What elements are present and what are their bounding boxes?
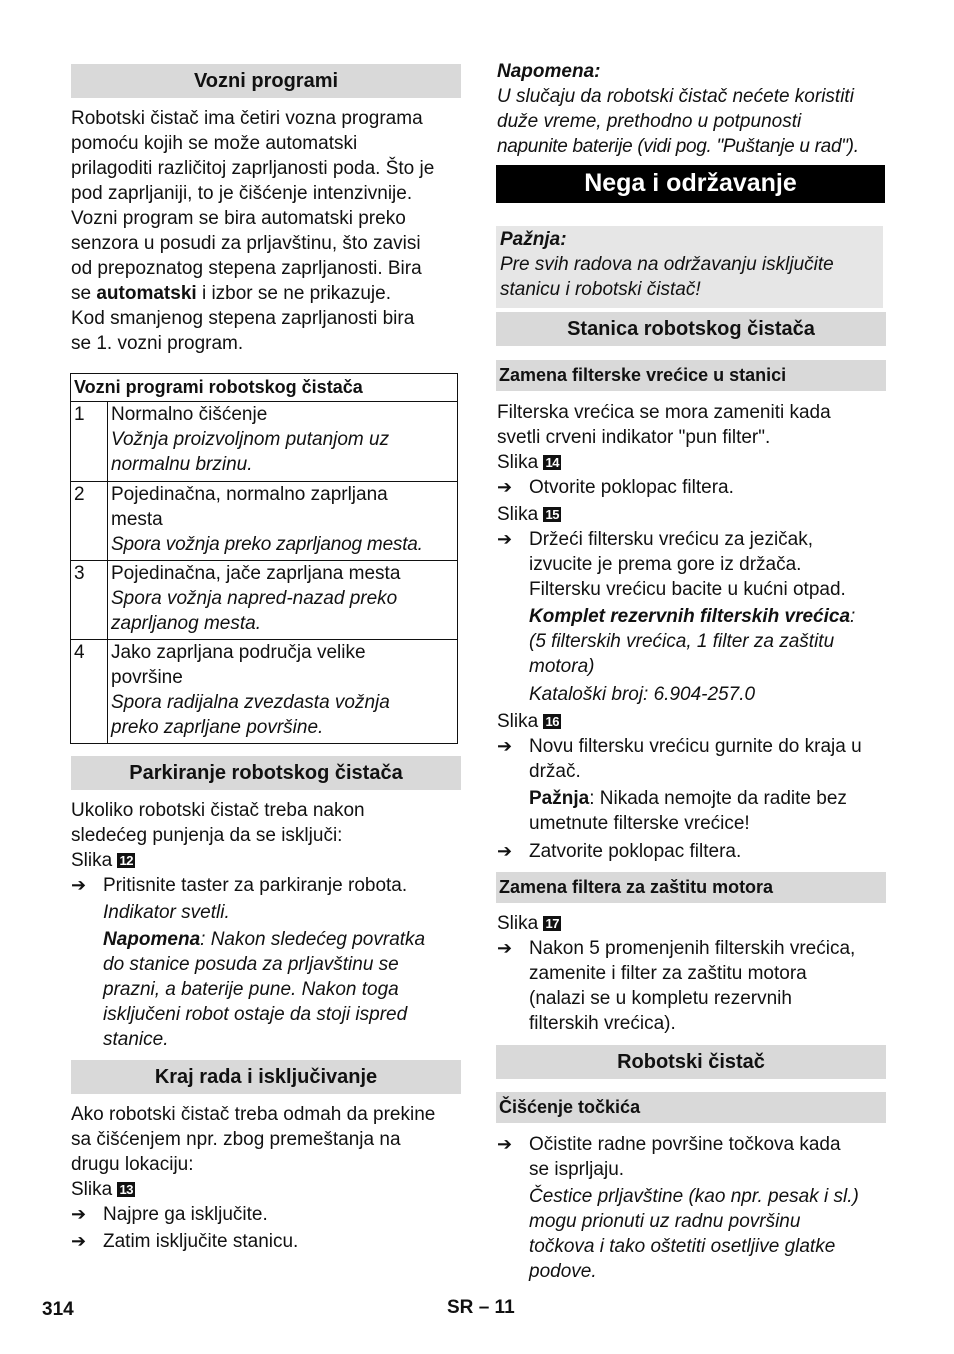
table-row: 4 Jako zaprljana područja velike površine Spora radijalna zvezdasta vožnja preko zaprljane površine.	[71, 640, 458, 744]
section-title-stanica: Stanica robotskog čistača	[496, 312, 886, 346]
ciscenje-step: Očistite radne površine točkova kada se isprljaju. Čestice prljavštine (kao npr. pesak i sl.) mogu prionuti uz radnu površinu točkova i tako oštetiti osetljive glatke podove.	[529, 1134, 859, 1282]
slika-17: Slika 17	[497, 913, 559, 934]
section-title-parkiranje: Parkiranje robotskog čistača	[71, 756, 461, 790]
section-title-robotski-cistac: Robotski čistač	[496, 1045, 886, 1079]
chapter-title-nega: Nega i održavanje	[496, 165, 885, 203]
kraj-step-1: Najpre ga isključite.	[103, 1204, 268, 1225]
zamena-step-2: Držeći filtersku vrećicu za jezičak, izvucite je prema gore iz držača. Filtersku vrećicu bacite u kućni otpad. Komplet rezervnih filterskih vrećica: (5 filterskih vrećica, 1 filter za zaštitu motora) Kataloški broj: 6.904-257.0	[529, 529, 856, 705]
figure-13-badge: 13	[119, 1182, 133, 1197]
subsection-title-zamena-filtera: Zamena filtera za zaštitu motora	[496, 872, 886, 903]
table-row: 2 Pojedinačna, normalno zaprljana mesta Spora vožnja preko zaprljanog mesta.	[71, 482, 458, 561]
table-row: 1 Normalno čišćenje Vožnja proizvoljnom putanjom uz normalnu brzinu.	[71, 402, 458, 482]
zamena-step-3: Novu filtersku vrećicu gurnite do kraja u držač. Pažnja: Nikada nemojte da radite bez umetnute filterske vrećice!	[529, 736, 862, 834]
page-number: 314	[42, 1299, 74, 1320]
kraj-step-2: Zatim isključite stanicu.	[103, 1231, 299, 1252]
zamena-step-4: Zatvorite poklopac filtera.	[529, 841, 742, 862]
subsection-title-ciscenje-tockica: Čišćenje točkića	[496, 1092, 886, 1123]
vozni-programi-table	[70, 373, 458, 744]
napomena-note: Napomena: U slučaju da robotski čistač nećete koristiti duže vreme, prethodno u potpunosti napunite baterije (vidi pog. "Puštanje u rad").	[497, 61, 859, 157]
slika-16: Slika 16	[497, 711, 559, 732]
kraj-rada-text: Ako robotski čistač treba odmah da prekine sa čišćenjem npr. zbog premeštanja na drugu lokaciju: Slika 13	[71, 1104, 436, 1200]
arrow-right-icon: ➔	[497, 736, 513, 756]
arrow-right-icon: ➔	[71, 875, 87, 895]
arrow-right-icon: ➔	[497, 477, 513, 497]
zamena-vrecice-intro: Filterska vrećica se mora zameniti kada svetli crveni indikator "pun filter". Slika 14	[497, 402, 831, 473]
figure-14-badge: 14	[545, 455, 559, 470]
parkiranje-step: Pritisnite taster za parkiranje robota. Indikator svetli. Napomena: Nakon sledećeg povratka do stanice posuda za prljavštinu se prazni, a baterije pune. Nakon toga isključeni robot ostaje da stoji ispred stanice.	[103, 875, 426, 1050]
figure-17-badge: 17	[545, 916, 559, 931]
arrow-right-icon: ➔	[497, 529, 513, 549]
arrow-right-icon: ➔	[71, 1231, 87, 1251]
arrow-right-icon: ➔	[497, 1134, 513, 1154]
slika-15: Slika 15	[497, 504, 559, 525]
subsection-title-zamena-vrecice: Zamena filterske vrećice u stanici	[496, 360, 886, 391]
table-row: 3 Pojedinačna, jače zaprljana mesta Spora vožnja napred-nazad preko zaprljanog mesta.	[71, 561, 458, 640]
figure-12-badge: 12	[119, 853, 133, 868]
zamena-filtera-step: Nakon 5 promenjenih filterskih vrećica, zamenite i filter za zaštitu motora (nalazi se u kompletu rezervnih filterskih vrećica).	[529, 938, 856, 1034]
section-title-vozni-programi: Vozni programi	[71, 64, 461, 98]
figure-15-badge: 15	[545, 507, 559, 522]
parkiranje-text: Ukoliko robotski čistač treba nakon sledećeg punjenja da se isključi: Slika 12	[71, 800, 365, 871]
paznja-text: Pažnja: Pre svih radova na održavanju isključite stanicu i robotski čistač!	[500, 229, 834, 300]
vozni-intro: Robotski čistač ima četiri vozna programa pomoću kojih se može automatski prilagoditi različitoj zaprljanosti poda. Što je pod zaprljaniji, to je čišćenje intenzivnije. Vozni program se bira automatski preko senzora u posudi za prljavštinu, što zavisi od prepoznatog stepena zaprljanosti. Bira se automatski i izbor se ne prikazuje. Kod smanjenog stepena zaprljanosti bira se 1. vozni program.	[71, 108, 435, 354]
arrow-right-icon: ➔	[71, 1204, 87, 1224]
figure-16-badge: 16	[545, 714, 559, 729]
arrow-right-icon: ➔	[497, 841, 513, 861]
section-title-kraj-rada: Kraj rada i isključivanje	[71, 1060, 461, 1094]
arrow-right-icon: ➔	[497, 938, 513, 958]
table-header: Vozni programi robotskog čistača	[71, 374, 458, 402]
zamena-step-1: Otvorite poklopac filtera.	[529, 477, 734, 498]
page-label: SR – 11	[447, 1297, 515, 1318]
